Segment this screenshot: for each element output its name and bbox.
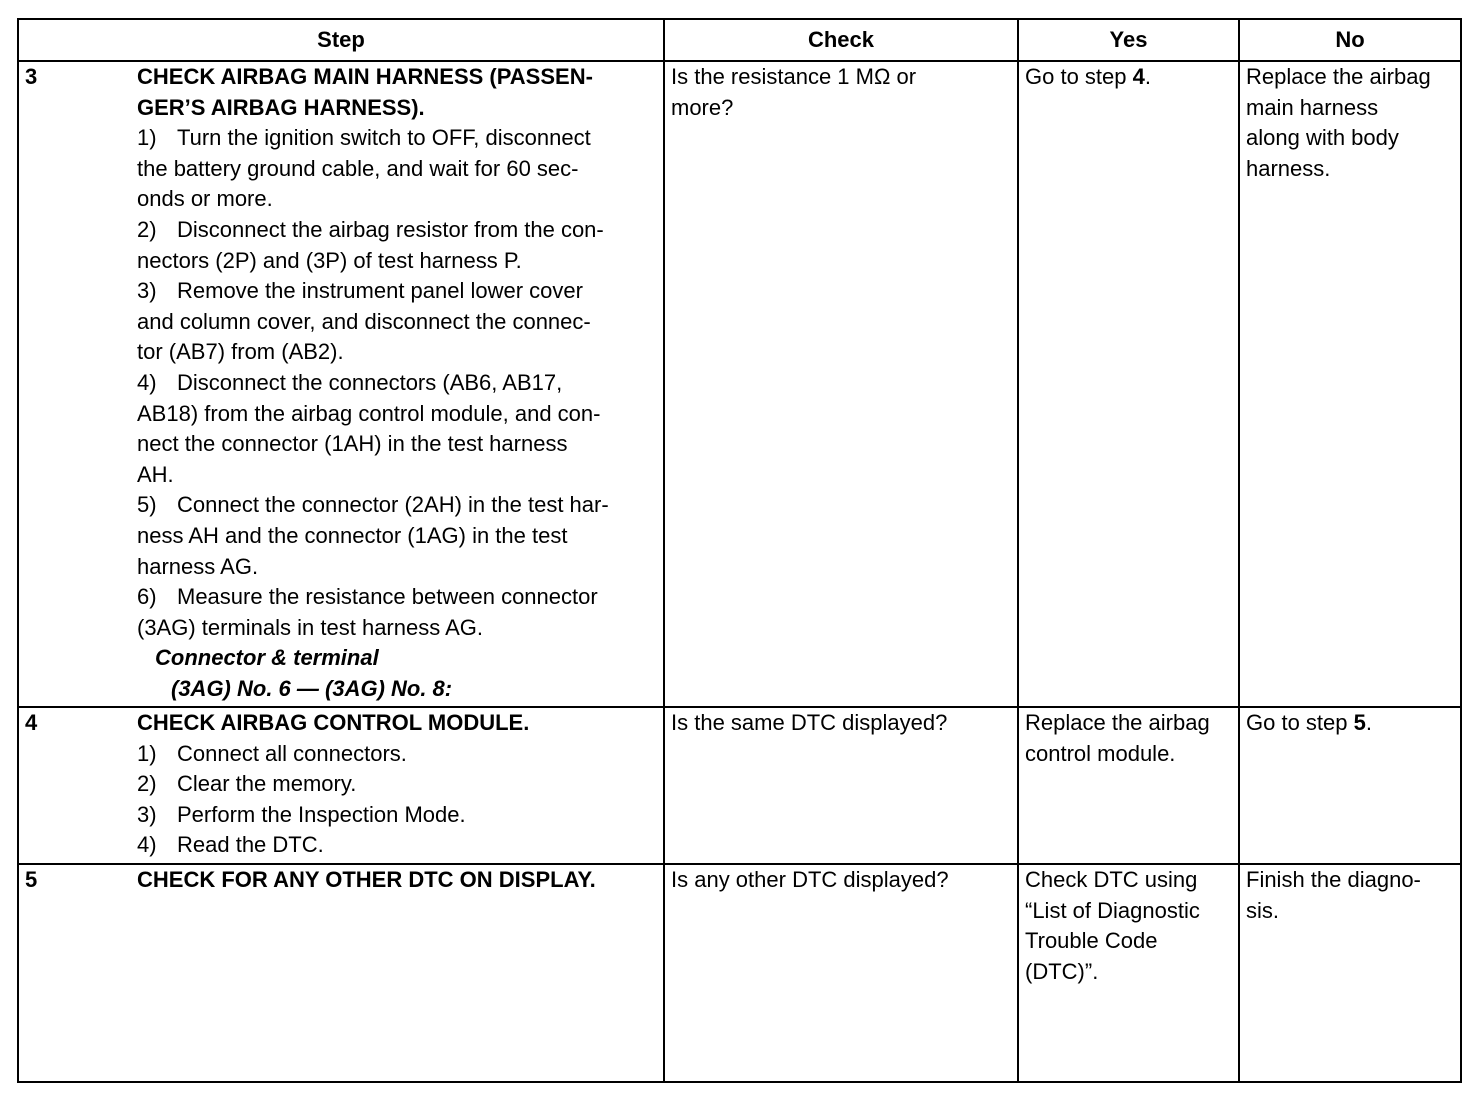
step-cell	[18, 61, 664, 707]
check-cell	[664, 61, 1018, 707]
spec-label: Connector & terminal	[155, 645, 379, 671]
yes-text: Go to step	[1025, 64, 1133, 89]
substep-line: (3AG) terminals in test harness AG.	[137, 614, 484, 640]
table-row	[18, 707, 1461, 864]
check-cell	[664, 864, 1018, 1082]
header-check: Check	[664, 19, 1018, 61]
no-cell	[1239, 707, 1461, 864]
substep-line: tor (AB7) from (AB2).	[137, 339, 344, 365]
substep-line	[137, 276, 659, 307]
check-cell	[664, 707, 1018, 864]
header-step: Step	[18, 19, 664, 61]
step-number: 4	[25, 710, 38, 735]
step-number: 5	[25, 867, 38, 892]
substep-text: Remove the instrument panel lower cover	[177, 278, 583, 304]
check-line: Is any other DTC displayed?	[671, 867, 949, 892]
substep-number: 4)	[137, 832, 157, 858]
substep-text: Perform the Inspection Mode.	[177, 801, 466, 827]
no-step-ref: 5	[1353, 710, 1366, 735]
no-line: sis.	[1246, 897, 1279, 923]
substep-line: AH.	[137, 461, 174, 487]
substep-number: 3)	[137, 278, 157, 304]
substep-number: 3)	[137, 801, 157, 827]
diagnostic-procedure-table	[17, 18, 1462, 1083]
substep-line: onds or more.	[137, 186, 273, 212]
step-title-line: CHECK AIRBAG MAIN HARNESS (PASSEN-	[137, 64, 593, 89]
substep-text: Connect all connectors.	[177, 740, 407, 766]
yes-step-ref: 4	[1132, 64, 1145, 89]
substep-number: 2)	[137, 771, 157, 797]
table-row	[18, 61, 1461, 707]
yes-cell	[1018, 707, 1239, 864]
substep-text: Read the DTC.	[177, 832, 324, 858]
substep-line: nectors (2P) and (3P) of test harness P.	[137, 247, 522, 273]
yes-line: Check DTC using	[1025, 867, 1198, 892]
yes-line: Trouble Code	[1025, 928, 1158, 954]
check-line: Is the resistance 1 MΩ or	[671, 64, 917, 89]
yes-text-suffix: .	[1144, 64, 1151, 89]
substep-line	[137, 830, 659, 861]
no-text-suffix: .	[1365, 710, 1372, 735]
no-line: Finish the diagno-	[1246, 867, 1421, 892]
no-cell	[1239, 61, 1461, 707]
substep-text: Connect the connector (2AH) in the test har-	[177, 492, 609, 518]
substep-text: Disconnect the airbag resistor from the con-	[177, 216, 604, 242]
substep-line	[137, 368, 659, 399]
table-header-row	[18, 19, 1461, 61]
step-cell	[18, 864, 664, 1082]
substep-line	[137, 215, 659, 246]
substep-number: 1)	[137, 125, 157, 151]
yes-line: “List of Diagnostic	[1025, 897, 1200, 923]
substep-number: 1)	[137, 740, 157, 766]
substep-text: Disconnect the connectors (AB6, AB17,	[177, 369, 563, 395]
substep-line	[137, 490, 659, 521]
substep-line: ness AH and the connector (1AG) in the test	[137, 522, 568, 548]
substep-line: and column cover, and disconnect the connec-	[137, 308, 591, 334]
substep-text: Clear the memory.	[177, 771, 357, 797]
step-title-line: CHECK FOR ANY OTHER DTC ON DISPLAY.	[137, 867, 596, 892]
substep-number: 5)	[137, 492, 157, 518]
substep-line	[137, 739, 659, 770]
spec-value: (3AG) No. 6 — (3AG) No. 8:	[171, 675, 453, 701]
no-line: main harness	[1246, 94, 1379, 120]
table-row	[18, 864, 1461, 1082]
substep-number: 6)	[137, 584, 157, 610]
yes-line: Replace the airbag	[1025, 710, 1210, 735]
step-title-line: GER’S AIRBAG HARNESS).	[137, 94, 425, 120]
yes-line: (DTC)”.	[1025, 958, 1099, 984]
step-number: 3	[25, 64, 38, 89]
substep-line	[137, 800, 659, 831]
no-line: along with body	[1246, 125, 1399, 151]
substep-line: AB18) from the airbag control module, and con-	[137, 400, 601, 426]
header-yes: Yes	[1018, 19, 1239, 61]
no-line: Replace the airbag	[1246, 64, 1431, 89]
yes-line: control module.	[1025, 740, 1176, 766]
substep-line: nect the connector (1AH) in the test harness	[137, 431, 568, 457]
no-text: Go to step	[1246, 710, 1354, 735]
yes-cell	[1018, 864, 1239, 1082]
step-cell	[18, 707, 664, 864]
no-line: harness.	[1246, 155, 1331, 181]
yes-cell	[1018, 61, 1239, 707]
substep-line: harness AG.	[137, 553, 259, 579]
substep-line: the battery ground cable, and wait for 60 sec-	[137, 155, 579, 181]
no-cell	[1239, 864, 1461, 1082]
substep-line	[137, 123, 659, 154]
step-title-line: CHECK AIRBAG CONTROL MODULE.	[137, 710, 530, 735]
check-line: Is the same DTC displayed?	[671, 710, 948, 735]
substep-number: 2)	[137, 216, 157, 242]
substep-text: Measure the resistance between connector	[177, 584, 598, 610]
header-no: No	[1239, 19, 1461, 61]
substep-text: Turn the ignition switch to OFF, disconnect	[177, 125, 591, 151]
substep-line	[137, 769, 659, 800]
substep-number: 4)	[137, 369, 157, 395]
substep-line	[137, 582, 659, 613]
check-line: more?	[671, 94, 734, 120]
